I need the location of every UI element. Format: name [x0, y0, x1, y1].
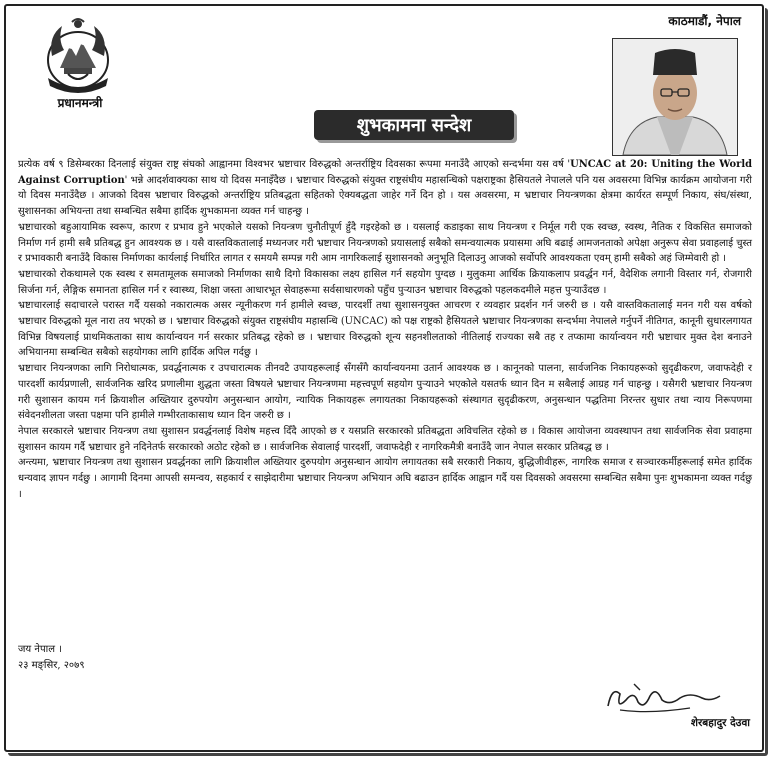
nepal-emblem-icon	[38, 16, 118, 94]
handwritten-signature	[590, 676, 740, 720]
paragraph-2: भ्रष्टाचारको बहुआयामिक स्वरूप, कारण र प्रभाव हुने भएकोले यसको नियन्त्रण चुनौतीपूर्ण हुँदै गइरहेको छ । यसलाई कडाइका साथ नियन्त्रण र निर्मूल गरी एक स्वच्छ, स्वस्थ, नैतिक र विकसित समाजको निर्माण गर्न हामी सबै प्रतिबद्ध हुन आवश्यक छ । यसै वास्तविकतालाई मध्यनजर गरी भ्रष्टाचार नियन्त्रणको प्रयासलाई सबैको समन्वयात्मक प्रयासमा अघि बढाई आमजनताको अपेक्षा अनुरूप सेवा प्रवाहलाई चुस्त र प्रभावकारी बनाउँदै विकास निर्माणका कार्यलाई निर्धारित लागत र समयमै सम्पन्न गरी आम नागरिकलाई सुशासनको अनुभूति दिलाउनु आजको सर्वोपरि आवश्यकता एवम् हामी सबैको अहं जिम्मेवारी हो ।	[18, 221, 752, 265]
paragraph-1	[18, 157, 752, 220]
closing-block	[18, 642, 85, 674]
theme-slogan: UNCAC at 20: Uniting the World Against Corruption	[18, 159, 752, 186]
paragraph-5: भ्रष्टाचार नियन्त्रणका लागि निरोधात्मक, प्रवर्द्धनात्मक र उपचारात्मक तीनवटै उपायहरूलाई सँगसँगै कार्यान्वयनमा उतार्न आवश्यक छ । कानूनको पालना, सार्वजनिक निकायहरूको सुदृढीकरण, जवाफदेही र पारदर्शी कार्यप्रणाली, सार्वजनिक खरिद प्रणालीमा शुद्धता जस्ता विषयले भ्रष्टाचार नियन्त्रणमा महत्त्वपूर्ण सहयोग पुऱ्याउने भएकोले यसतर्फ ध्यान दिन म सबैलाई आग्रह गर्न चाहन्छु । यसैगरी भ्रष्टाचार नियन्त्रण गरी सुशासन कायम गर्न क्रियाशील अख्तियार दुरुपयोग अनुसन्धान आयोग, न्यायिक निकायहरू लगायतका निकायहरूको संस्थागत सुदृढीकरण, अनुसन्धान पद्धतिमा निरन्तर सुधार तथा न्याय निरूपणमा संवेदनशीलता जस्ता पक्षमा पनि हामीले गम्भीरताकासाथ ध्यान दिन जरुरी छ ।	[18, 363, 752, 422]
paragraph-3: भ्रष्टाचारको रोकथामले एक स्वस्थ र समतामूलक समाजको निर्माणका साथै दिगो विकासका लक्ष्य हासिल गर्न सहयोग पुग्दछ । मुलुकमा आर्थिक क्रियाकलाप प्रवर्द्धन गर्न, वैदेशिक लगानी विस्तार गर्न, रोजगारी सिर्जना गर्न, लैङ्गिक समानता हासिल गर्न र स्वास्थ्य, शिक्षा जस्ता आधारभूत सेवाहरूमा सर्वसाधारणको पहुँच पुऱ्याउन भ्रष्टाचार विरुद्धको पहलकदमीले महत्त पुऱ्याउँदछ ।	[18, 268, 752, 296]
paragraph-6: नेपाल सरकारले भ्रष्टाचार नियन्त्रण तथा सुशासन प्रवर्द्धनलाई विशेष महत्त्व दिँदै आएको छ र यसप्रति सरकारको प्रतिबद्धता अविचलित रहेको छ । विकास आयोजना व्यवस्थापन तथा सार्वजनिक सेवा प्रवाहमा सुशासन कायम गर्दै भ्रष्टाचार हुने नदिनेतर्फ सरकारको अठोट रहेको छ । सार्वजनिक सेवालाई पारदर्शी, जवाफदेही र नागरिकमैत्री बनाउँदै जान नेपाल सरकार प्रतिबद्ध छ ।	[18, 425, 752, 453]
paragraph-7: अन्त्यमा, भ्रष्टाचार नियन्त्रण तथा सुशासन प्रवर्द्धनका लागि क्रियाशील अख्तियार दुरुपयोग अनुसन्धान आयोग लगायतका सबै सरकारी निकाय, बुद्धिजीवीहरू, नागरिक समाज र सञ्चारकर्मीहरूलाई समेत हार्दिक धन्यवाद ज्ञापन गर्दछु । आगामी दिनमा आपसी समन्वय, सहकार्य र साझेदारीमा भ्रष्टाचार नियन्त्रण अभियान अघि बढाउन हार्दिक आह्वान गर्दै यस दिवसको अवसरमा सम्बन्धित सबैमा पुनः शुभकामना व्यक्त गर्दछु ।	[18, 457, 752, 500]
location-text: काठमाडौं, नेपाल	[668, 14, 741, 28]
portrait-photo	[612, 38, 738, 156]
office-label: प्रधानमन्त्री	[57, 96, 103, 110]
paragraph-1-end: ' भन्ने आदर्शवाक्यका साथ यो दिवस मनाइँदैछ । भ्रष्टाचार विरुद्धको संयुक्त राष्ट्रसंघीय महासन्धिको पक्षराष्ट्रका हैसियतले नेपालले पनि यस अवसरमा विभिन्न कार्यक्रम आयोजना गरी यो दिवस मनाउँदैछ । आजको दिवस भ्रष्टाचार विरुद्धको अन्तर्राष्ट्रिय प्रतिबद्धता सहितको ऐक्यबद्धता जाहेर गर्ने दिन हो । यस अवसरमा, म भ्रष्टाचार नियन्त्रणका क्षेत्रमा कार्यरत सम्पूर्ण निकाय, संघ/संस्था, सुशासनका अभियन्ता तथा सम्बन्धित सबैमा हार्दिक शुभकामना व्यक्त गर्न चाहन्छु ।	[18, 174, 752, 218]
signer-name: शेरबहादुर देउवा	[690, 717, 750, 729]
paragraph-4: भ्रष्टाचारलाई सदाचारले परास्त गर्दै यसको नकारात्मक असर न्यूनीकरण गर्न हामीले स्वच्छ, पारदर्शी तथा सुशासनयुक्त आचरण र व्यवहार प्रदर्शन गर्न जरुरी छ । यसै वास्तविकतालाई मनन गरी यस वर्षको भ्रष्टाचार विरुद्धको मूल नारा तय भएको छ । भ्रष्टाचार विरुद्धको संयुक्त राष्ट्रसंघीय महासन्धि (UNCAC) को पक्ष राष्ट्रको हैसियतले भ्रष्टाचार नियन्त्रणका सन्दर्भमा नेपालले गर्नुपर्ने नीतिगत, कानूनी सुधारलगायत विभिन्न विषयलाई प्राथमिकताका साथ कार्यान्वयन गर्न सरकार प्रतिबद्ध रहेको छ । भ्रष्टाचार विरुद्धको शून्य सहनशीलताको नीतिलाई राज्यका सबै तह र तप्कामा कार्यान्वयन गरी भ्रष्टाचार मुक्त देश बनाउने अभियानमा सम्बन्धित सबैको सहयोगका लागि हार्दिक अपिल गर्दछु ।	[18, 300, 752, 359]
paragraph-1-start: प्रत्येक वर्ष ९ डिसेम्बरका दिनलाई संयुक्त राष्ट्र संघको आह्वानमा विश्वभर भ्रष्टाचार विरुद्धको अन्तर्राष्ट्रिय दिवसका रूपमा मनाउँदै आएको सन्दर्भमा यस वर्ष '	[18, 159, 571, 170]
closing-date: २३ मङ्सिर, २०७९	[18, 660, 85, 671]
message-title: शुभकामना सन्देश	[314, 110, 514, 140]
closing-greeting: जय नेपाल ।	[18, 644, 62, 655]
message-body	[18, 157, 752, 502]
